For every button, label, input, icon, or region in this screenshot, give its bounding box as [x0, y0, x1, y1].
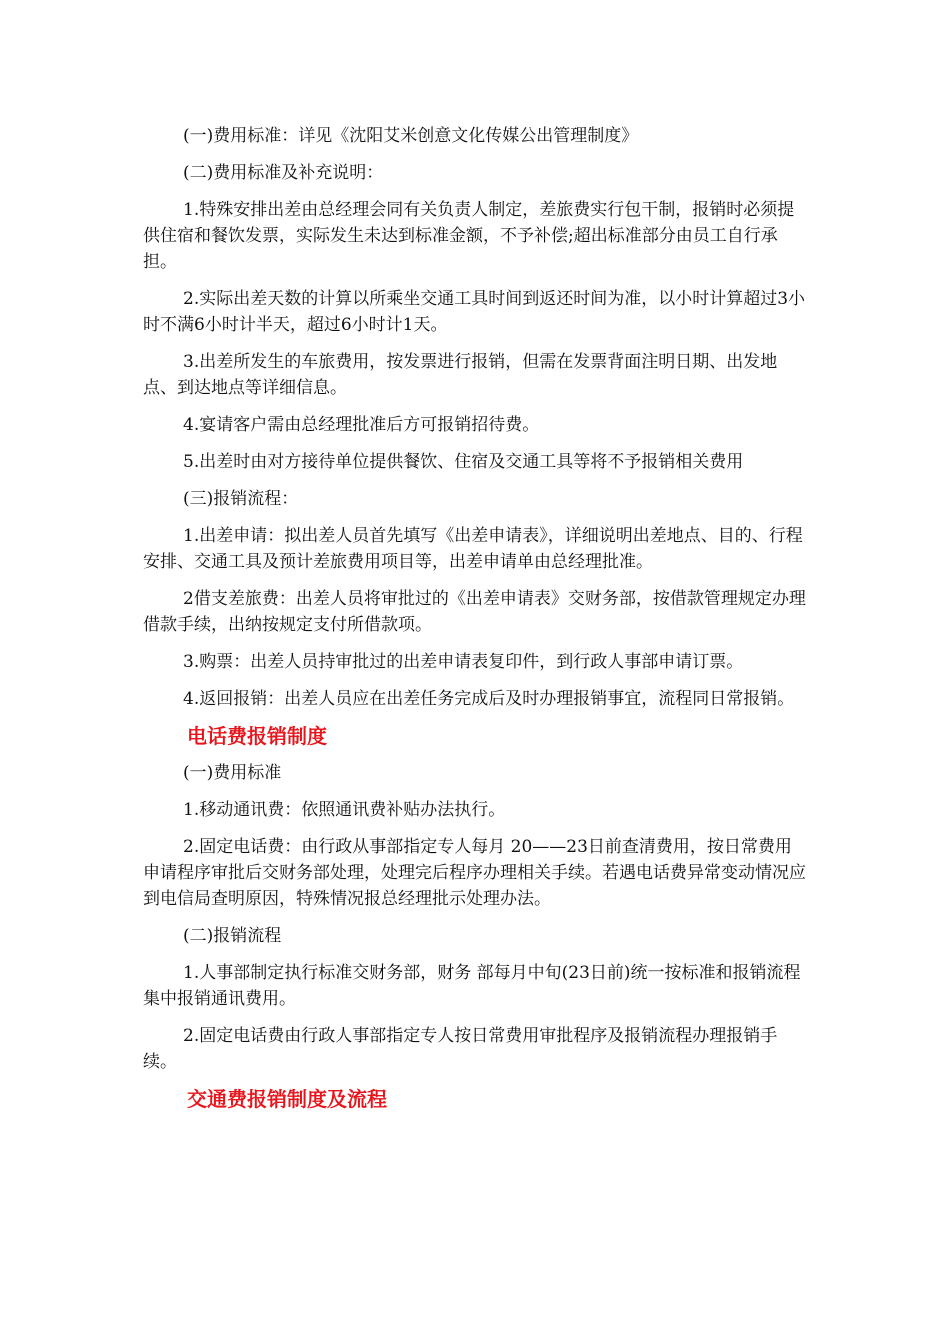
- paragraph-phone-process-title: (二)报销流程: [183, 926, 282, 946]
- paragraph-process-item-4: 4.返回报销：出差人员应在出差任务完成后及时办理报销事宜，流程同日常报销。: [183, 689, 795, 709]
- paragraph-phone-process-item-2: 2.固定电话费由行政人事部指定专人按日常费用审批程序及报销流程办理报销手续。: [143, 1026, 778, 1072]
- paragraph-travel-item-1: 1.特殊安排出差由总经理会同有关负责人制定，差旅费实行包干制，报销时必须提供住宿和餐饮发票，实际发生未达到标准金额，不予补偿;超出标准部分由员工自行承担。: [143, 200, 795, 272]
- paragraph-reimbursement-process-title: (三)报销流程：: [183, 489, 299, 509]
- paragraph-phone-process-item-1: 1.人事部制定执行标准交财务部，财务 部每月中旬(23日前)统一按标准和报销流程集中报销通讯费用。: [143, 963, 801, 1009]
- paragraph-phone-item-2: 2.固定电话费：由行政从事部指定专人每月 20——23日前查清费用，按日常费用申请程序审批后交财务部处理，处理完后程序办理相关手续。若遇电话费异常变动情况应到电信局查明原因，特殊情况报总经理批示处理办法。: [143, 837, 806, 909]
- paragraph-phone-standard-title: (一)费用标准: [183, 763, 282, 783]
- document-body: [143, 123, 807, 1112]
- paragraph-travel-item-3: 3.出差所发生的车旅费用，按发票进行报销，但需在发票背面注明日期、出发地点、到达地点等详细信息。: [143, 352, 778, 398]
- paragraph-process-item-1: 1.出差申请：拟出差人员首先填写《出差申请表》，详细说明出差地点、目的、行程安排、交通工具及预计差旅费用项目等，出差申请单由总经理批准。: [143, 526, 803, 572]
- paragraph-process-item-2: 2借支差旅费：出差人员将审批过的《出差申请表》交财务部，按借款管理规定办理借款手续，出纳按规定支付所借款项。: [143, 589, 806, 635]
- paragraph-travel-supplement-title: (二)费用标准及补充说明：: [183, 163, 384, 183]
- section-heading-transport: 交通费报销制度及流程: [187, 1087, 387, 1111]
- paragraph-travel-item-5: 5.出差时由对方接待单位提供餐饮、住宿及交通工具等将不予报销相关费用: [183, 452, 744, 472]
- paragraph-phone-item-1: 1.移动通讯费：依照通讯费补贴办法执行。: [183, 800, 506, 820]
- paragraph-process-item-3: 3.购票：出差人员持审批过的出差申请表复印件，到行政人事部申请订票。: [183, 652, 744, 672]
- paragraph-travel-item-2: 2.实际出差天数的计算以所乘坐交通工具时间到返还时间为准，以小时计算超过3小时不满6小时计半天，超过6小时计1天。: [143, 289, 806, 335]
- section-heading-phone: 电话费报销制度: [187, 724, 327, 748]
- paragraph-travel-standard: (一)费用标准：详见《沈阳艾米创意文化传媒公出管理制度》: [183, 126, 639, 146]
- paragraph-travel-item-4: 4.宴请客户需由总经理批准后方可报销招待费。: [183, 415, 540, 435]
